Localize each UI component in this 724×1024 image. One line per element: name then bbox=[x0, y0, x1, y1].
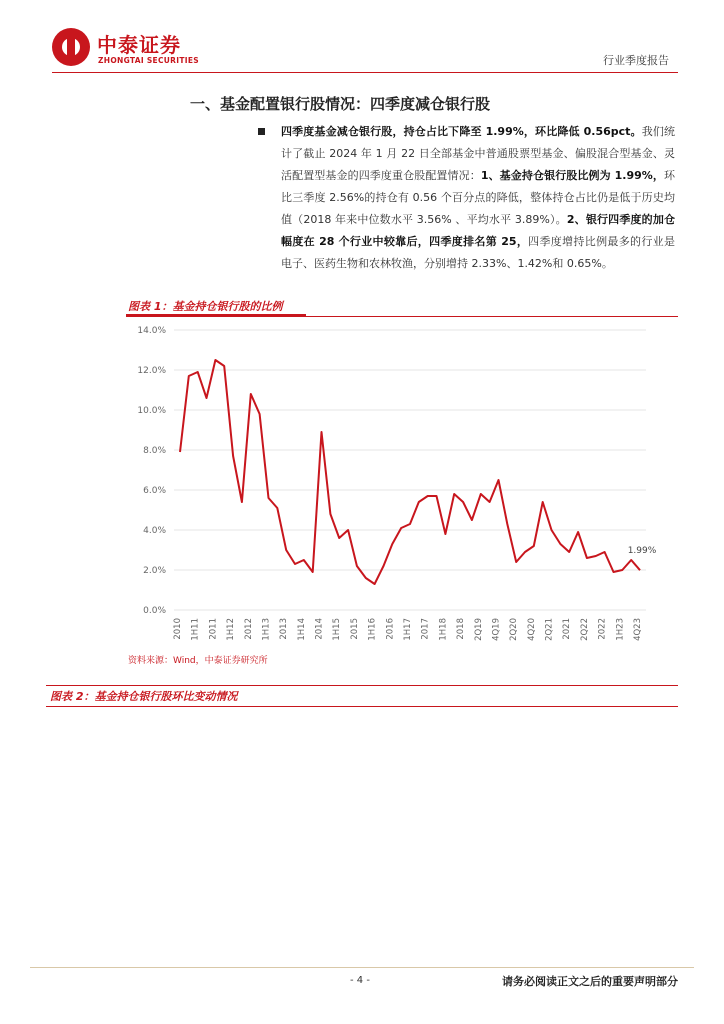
body-paragraph bbox=[281, 121, 675, 275]
logo-text-en: ZHONGTAI SECURITIES bbox=[98, 56, 199, 65]
x-tick-label: 2010 bbox=[173, 618, 183, 640]
section-title: 一、基金配置银行股情况：四季度减仓银行股 bbox=[190, 95, 491, 113]
x-tick-label: 2021 bbox=[562, 618, 573, 640]
x-tick-label: 2014 bbox=[314, 618, 325, 640]
y-tick-label: 0.0% bbox=[143, 606, 166, 616]
x-tick-label: 2Q20 bbox=[509, 618, 520, 641]
y-tick-label: 14.0% bbox=[137, 326, 166, 336]
y-tick-label: 2.0% bbox=[143, 566, 166, 576]
data-label: 1.99% bbox=[627, 546, 657, 557]
figure1-rule-accent bbox=[126, 314, 306, 317]
x-tick-label: 1H12 bbox=[226, 618, 237, 641]
x-tick-label: 1H23 bbox=[615, 618, 626, 641]
figure1-chart bbox=[126, 318, 678, 648]
x-tick-label: 4Q19 bbox=[491, 618, 502, 641]
figure1-title: 图表 1：基金持仓银行股的比例 bbox=[128, 300, 283, 313]
x-tick-label: 2017 bbox=[420, 618, 431, 640]
page-number: - 4 - bbox=[350, 975, 370, 986]
y-tick-label: 6.0% bbox=[143, 486, 166, 496]
x-tick-label: 2015 bbox=[349, 618, 360, 640]
x-tick-label: 2011 bbox=[208, 618, 219, 640]
footer-disclaimer: 请务必阅读正文之后的重要声明部分 bbox=[502, 975, 678, 988]
body-text-3: 四季度增持比例最多的行业是电子、医药生物和农林牧渔，分别增持 2.33%、1.42%和 0.65%。 bbox=[281, 235, 675, 270]
x-tick-label: 2Q22 bbox=[579, 618, 590, 641]
line-chart bbox=[126, 318, 678, 648]
x-tick-label: 2Q19 bbox=[473, 618, 484, 641]
header-divider bbox=[52, 72, 678, 73]
figure2-title: 图表 2：基金持仓银行股环比变动情况 bbox=[50, 690, 238, 703]
x-tick-label: 1H18 bbox=[438, 618, 449, 641]
x-tick-label: 2022 bbox=[597, 618, 608, 640]
lead-sentence: 四季度基金减仓银行股，持仓占比下降至 1.99%，环比降低 0.56pct。 bbox=[281, 125, 642, 138]
x-tick-label: 1H16 bbox=[367, 618, 378, 641]
x-tick-label: 2013 bbox=[279, 618, 290, 640]
x-tick-label: 4Q20 bbox=[526, 618, 537, 641]
y-tick-label: 8.0% bbox=[143, 446, 166, 456]
x-tick-label: 2016 bbox=[385, 618, 396, 640]
x-tick-label: 2Q21 bbox=[544, 618, 555, 641]
x-tick-label: 2018 bbox=[456, 618, 467, 640]
x-tick-label: 1H15 bbox=[332, 618, 343, 641]
x-tick-label: 2012 bbox=[243, 618, 254, 640]
y-tick-label: 4.0% bbox=[143, 526, 166, 536]
body-bold-1: 1、基金持仓银行股比例为 1.99%， bbox=[480, 169, 664, 182]
body-text-2: 环比三季度 2.56%的持仓有 0.56 个百分点的降低，整体持仓占比仍是低于历史均值（2018 年来中位数水平 3.56% 、平均水平 3.89%）。 bbox=[281, 169, 675, 226]
logo-text-cn: 中泰证券 bbox=[97, 33, 181, 57]
series-line bbox=[180, 360, 640, 584]
logo-emblem-icon bbox=[52, 28, 90, 66]
figure1-source: 资料来源：Wind，中泰证券研究所 bbox=[128, 656, 268, 666]
bullet-square-icon bbox=[258, 128, 265, 135]
company-logo bbox=[52, 28, 222, 70]
x-tick-label: 1H13 bbox=[261, 618, 272, 641]
y-tick-label: 12.0% bbox=[137, 366, 166, 376]
footer-divider bbox=[30, 967, 694, 968]
body-text-1: 我们统计了截止 2024 年 1 月 22 日全部基金中普通股票型基金、偏股混合型基金、灵活配置型基金的四季度重仓股配置情况： bbox=[281, 125, 675, 182]
x-tick-label: 1H17 bbox=[403, 618, 413, 641]
x-tick-label: 4Q23 bbox=[633, 618, 643, 641]
report-type-label: 行业季度报告 bbox=[603, 54, 669, 67]
y-tick-label: 10.0% bbox=[137, 406, 166, 416]
x-tick-label: 1H11 bbox=[190, 618, 201, 641]
body-bold-2: 2、银行四季度的加仓幅度在 28 个行业中较靠后，四季度排名第 25， bbox=[281, 213, 676, 248]
x-tick-label: 1H14 bbox=[296, 618, 307, 641]
